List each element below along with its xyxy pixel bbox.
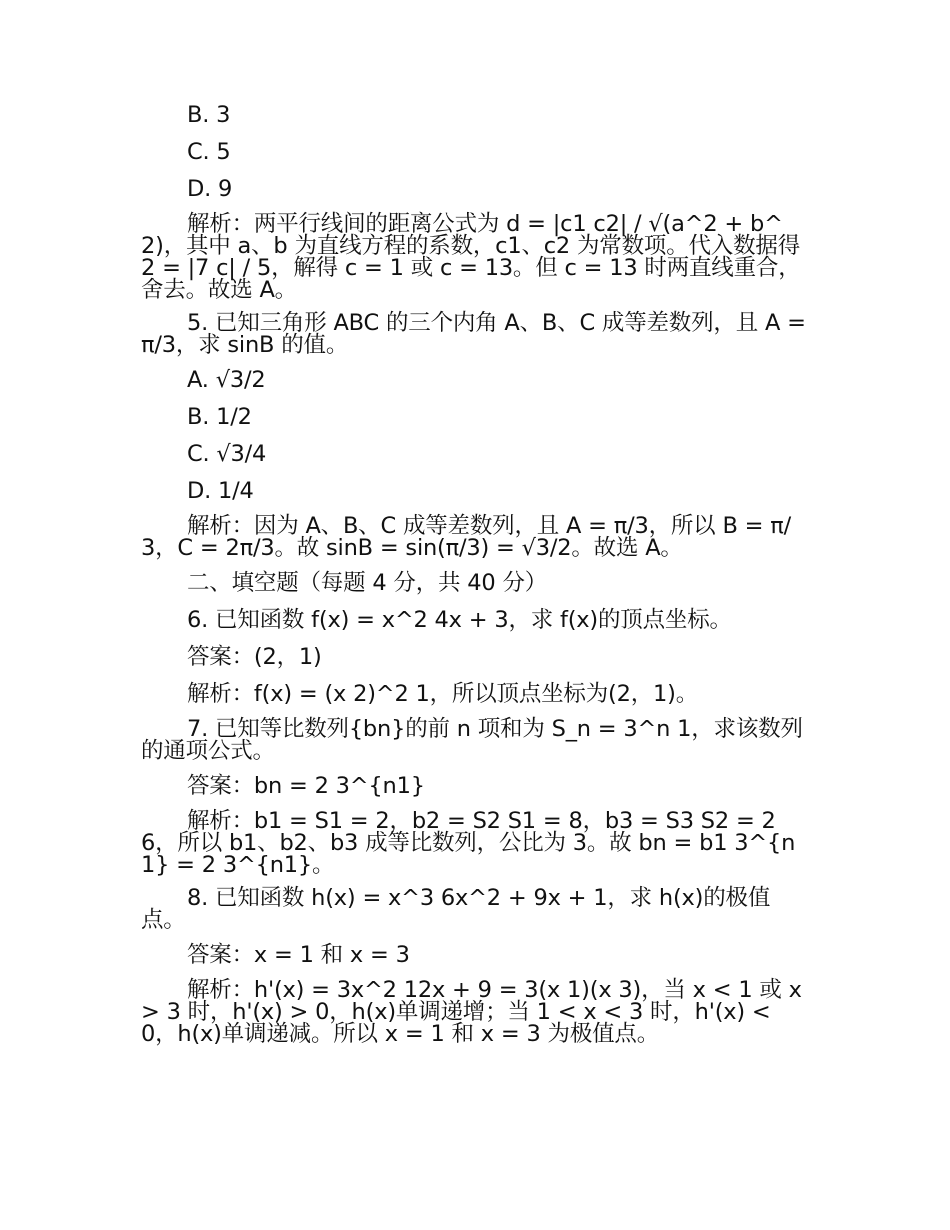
- question-6: 6. 已知函数 f(x) = x^2 4x + 3，求 f(x)的顶点坐标。: [187, 607, 732, 633]
- option-d-q4: D. 9: [187, 176, 233, 202]
- analysis-q4: 解析：两平行线间的距离公式为 d = |c1 c2| / √(a^2 + b^2)，其中 a、b 为直线方程的系数，c1、c2 为常数项。代入数据得 2 = |7 c| / 5，解得 c = 1 或 c = 13。但 c = 13 时两直线重合，舍去。故选 A。: [141, 211, 801, 303]
- option-b-q4: B. 3: [187, 102, 231, 128]
- option-c-q5: C. √3/4: [187, 441, 267, 467]
- analysis-q6: 解析：f(x) = (x 2)^2 1，所以顶点坐标为(2，1)。: [187, 681, 699, 707]
- analysis-q8: 解析：h'(x) = 3x^2 12x + 9 = 3(x 1)(x 3)，当 x < 1 或 x > 3 时，h'(x) > 0，h(x)单调递增；当 1 < x < 3 时，h'(x) < 0，h(x)单调递减。所以 x = 1 和 x = 3 为极值点。: [141, 977, 802, 1047]
- option-c-q4: C. 5: [187, 139, 231, 165]
- option-d-q5: D. 1/4: [187, 478, 254, 504]
- answer-q7: 答案：bn = 2 3^{n1}: [187, 773, 425, 799]
- answer-q8: 答案：x = 1 和 x = 3: [187, 942, 410, 968]
- option-b-q5: B. 1/2: [187, 404, 252, 430]
- question-7: 7. 已知等比数列{bn}的前 n 项和为 S_n = 3^n 1，求该数列的通项公式。: [141, 716, 803, 764]
- analysis-q5: 解析：因为 A、B、C 成等差数列，且 A = π/3，所以 B = π/3，C = 2π/3。故 sinB = sin(π/3) = √3/2。故选 A。: [141, 513, 791, 561]
- document-body: [141, 102, 809, 1056]
- question-8: 8. 已知函数 h(x) = x^3 6x^2 + 9x + 1，求 h(x)的极值点。: [141, 885, 771, 933]
- answer-q6: 答案：(2，1): [187, 644, 322, 670]
- section-heading-fill-in: 二、填空题（每题 4 分，共 40 分）: [187, 570, 548, 596]
- question-5: 5. 已知三角形 ABC 的三个内角 A、B、C 成等差数列，且 A = π/3，求 sinB 的值。: [141, 310, 806, 358]
- analysis-q7: 解析：b1 = S1 = 2，b2 = S2 S1 = 8，b3 = S3 S2 = 26，所以 b1、b2、b3 成等比数列，公比为 3。故 bn = b1 3^{n1} = 2 3^{n1}。: [141, 808, 796, 878]
- option-a-q5: A. √3/2: [187, 367, 266, 393]
